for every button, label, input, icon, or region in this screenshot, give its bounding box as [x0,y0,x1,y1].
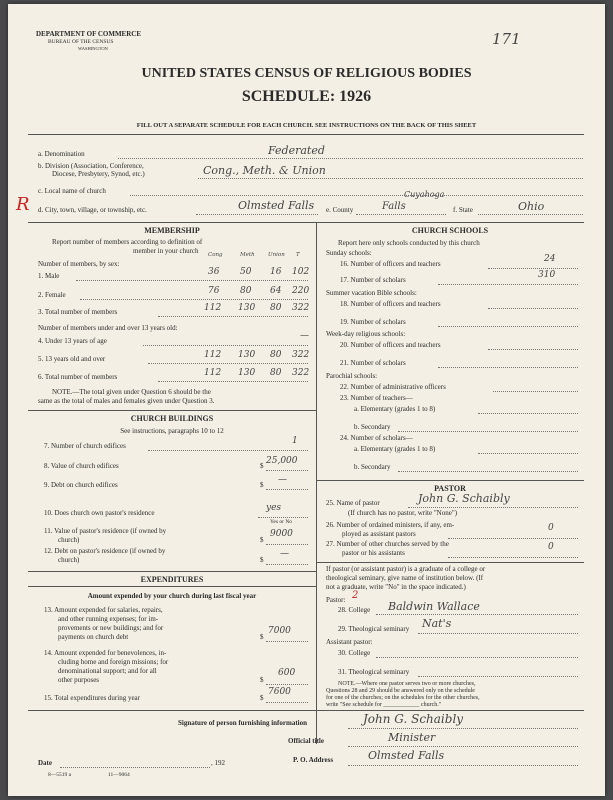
signature-label: Signature of person furnishing information [178,719,307,727]
state-value: Ohio [518,200,545,213]
city-label: d. City, town, village, or township, etc. [38,206,147,214]
dollar-sign: $ [260,694,264,702]
pastor-note-1: NOTE.—Where one pastor serves two or more churches, [338,681,476,687]
over13-union: 80 [270,350,282,360]
assistant-college-label: 30. College [338,649,371,657]
running-expense-label-2: and other running expenses; for im- [58,615,159,623]
official-title-value: Minister [388,731,436,744]
edifice-debt-label: 9. Debt on church edifices [44,481,118,489]
row-line [448,557,578,558]
membership-note-1: NOTE.—The total given under Question 6 should be the [52,388,211,396]
running-expense-value: 7000 [268,626,291,636]
summer-scholars-label: 19. Number of scholars [340,318,406,326]
benevolence-label-1: 14. Amount expended for benevolences, in- [44,649,167,657]
assistant-seminary-label: 31. Theological seminary [338,668,410,676]
state-line [478,214,583,215]
row-line [266,702,308,703]
over13-cong: 112 [204,350,222,360]
male-meth: 50 [240,267,252,277]
pastor-note-3: for one of the churches; on the schedules for the other churches, [326,695,480,701]
row-line [348,728,578,729]
county-label: e. County [326,206,354,214]
pastor-note-4: write "See schedule for ____________ church." [326,702,442,708]
residence-value: 9000 [270,529,293,539]
row-line [266,684,308,685]
date-label: Date [38,759,52,767]
row-line [60,767,210,768]
seminary-label: 29. Theological seminary [338,625,410,633]
membership-note-2: same as the total of males and females given under Question 3. [38,397,215,405]
divider [28,134,584,135]
row-line [376,614,578,615]
weekday-schools-label: Week-day religious schools: [326,330,406,338]
divider [28,410,316,411]
seminary-value: Nat's [422,617,452,630]
owns-residence-label: 10. Does church own pastor's residence [44,509,155,517]
denomination-value: Federated [268,144,325,157]
total-meth: 130 [238,303,256,313]
denomination-line [118,158,583,159]
county-value-2: Falls [382,201,406,212]
buildings-sub: See instructions, paragraphs 10 to 12 [120,427,224,435]
membership-intro-1: Report number of members according to definition of [52,238,203,246]
residence-value-label-2: church) [58,536,80,544]
graduate-note-1: If pastor (or assistant pastor) is a graduate of a college or [326,565,486,573]
city-value: Olmsted Falls [238,199,315,212]
divider [316,480,584,481]
pastor-name-label: 25. Name of pastor [326,499,380,507]
dept-label: DEPARTMENT OF COMMERCE [36,30,142,38]
teachers-secondary-label: b. Secondary [354,423,391,431]
schools-title: CHURCH SCHOOLS [411,226,489,235]
age-total-meth: 130 [238,368,256,378]
parochial-scholars-label: 24. Number of scholars— [340,434,413,442]
dollar-sign: $ [260,481,264,489]
row-line [266,489,308,490]
col-head-cong: Cong [208,252,223,258]
form-number-2: 11—9064 [108,772,130,778]
membership-intro-2: member in your church [133,247,199,255]
state-label: f. State [453,206,473,214]
dollar-sign: $ [260,556,264,564]
row-line [438,326,578,327]
scholars-elementary-label: a. Elementary (grades 1 to 8) [354,445,436,453]
denomination-label: a. Denomination [38,150,85,158]
running-expense-label-4: payments on church debt [58,633,129,641]
scholars-secondary-label: b. Secondary [354,463,391,471]
schools-sub: Report here only schools conducted by this church [338,239,480,247]
division-value: Cong., Meth. & Union [203,164,326,177]
owns-residence-value: yes [266,503,282,513]
male-union: 16 [270,267,282,277]
running-expense-label-1: 13. Amount expended for salaries, repairs, [44,606,163,614]
sunday-teachers-label: 16. Number of officers and teachers [340,260,441,268]
row-line [408,507,578,508]
age-total-total: 322 [292,368,310,378]
divider [28,571,316,572]
row-line [488,268,578,269]
college-label: 28. College [338,606,371,614]
row-line [493,391,578,392]
row-line [266,544,308,545]
total-cong: 112 [204,303,222,313]
row-line [398,471,578,472]
assistant-ministers-value: 0 [548,523,554,533]
pastor-red-mark: 2 [352,590,359,601]
row-line [266,641,308,642]
form-title: UNITED STATES CENSUS OF RELIGIOUS BODIES [141,66,472,81]
edifice-value: 25,000 [266,456,298,466]
pastor-note-2: Questions 28 and 29 should be answered only on the schedule [326,688,475,694]
division-label-1: b. Division (Association, Conference, [38,162,144,170]
total-members-label: 3. Total number of members [38,308,118,316]
female-total: 220 [292,286,310,296]
sunday-scholars-label: 17. Number of scholars [340,276,406,284]
row-line [448,538,578,539]
benevolence-label-2: cluding home and foreign missions; for [58,658,169,666]
col-head-union: Union [268,252,285,258]
row-line [418,676,578,677]
over13-total: 322 [292,350,310,360]
total-union: 80 [270,303,282,313]
row-line [148,363,308,364]
row-line [348,746,578,747]
over-13-label: 5. 13 years old and over [38,355,106,363]
section-divider [28,222,584,223]
over13-meth: 130 [238,350,256,360]
column-divider [316,222,317,744]
female-label: 2. Female [38,291,66,299]
census-schedule-page [8,4,605,796]
county-line [356,214,446,215]
row-line [478,413,578,414]
footer-divider [28,710,584,711]
edifice-value-label: 8. Value of church edifices [44,462,119,470]
running-expense-label-3: provements or new buildings; and for [58,624,164,632]
expenditures-sub: Amount expended by your church during last fiscal year [87,592,257,600]
assistant-pastor-label: Assistant pastor: [326,638,373,646]
row-line [398,431,578,432]
other-churches-value: 0 [548,542,554,552]
county-value-1: Cuyahoga [404,190,445,199]
yes-or-no-hint: Yes or No [270,519,293,525]
local-name-line [130,195,583,196]
sunday-scholars-value: 310 [538,270,556,280]
assistant-ministers-label-2: ployed as assistant pastors [342,530,416,538]
dollar-sign: $ [260,676,264,684]
college-value: Baldwin Wallace [388,600,480,613]
place-label: WASHINGTON [78,46,108,51]
pastor-sub-label: Pastor: [326,596,346,604]
sunday-schools-label: Sunday schools: [326,249,372,257]
other-churches-label-1: 27. Number of other churches served by the [326,540,449,548]
teachers-elementary-label: a. Elementary (grades 1 to 8) [354,405,436,413]
row-line [488,308,578,309]
benevolence-label-4: other purposes [58,676,100,684]
divider [28,586,316,587]
row-line [148,450,308,451]
edifices-label: 7. Number of church edifices [44,442,126,450]
division-label-2: Diocese, Presbytery, Synod, etc.) [52,170,145,178]
form-instruction: FILL OUT A SEPARATE SCHEDULE FOR EACH CHURCH. SEE INSTRUCTIONS ON THE BACK OF THIS SHEET [136,122,477,129]
row-line [258,517,308,518]
residence-debt-label-2: church) [58,556,80,564]
row-line [438,367,578,368]
pastor-name-hint: (If church has no pastor, write "None") [348,509,458,517]
edifices-value: 1 [292,436,298,446]
under-13-value: — [300,331,309,341]
buildings-title: CHURCH BUILDINGS [130,414,214,423]
parochial-schools-label: Parochial schools: [326,372,378,380]
row-line [266,470,308,471]
divider [316,562,584,563]
row-line [348,765,578,766]
total-expenditure-value: 7600 [268,687,291,697]
row-line [158,316,308,317]
residence-debt-label-1: 12. Debt on pastor's residence (if owned by [44,547,166,555]
row-line [488,349,578,350]
female-meth: 80 [240,286,252,296]
row-line [418,633,578,634]
members-by-sex-label: Number of members, by sex: [38,260,120,268]
total-expenditure-label: 15. Total expenditures during year [44,694,140,702]
benevolence-label-3: denominational support; and for all [58,667,157,675]
weekday-scholars-label: 21. Number of scholars [340,359,406,367]
age-total-union: 80 [270,368,282,378]
age-total-cong: 112 [204,368,222,378]
assistant-ministers-label-1: 26. Number of ordained ministers, if any, em- [326,521,455,529]
row-line [376,657,578,658]
male-label: 1. Male [38,272,60,280]
edifice-debt-value: — [278,475,287,485]
female-cong: 76 [208,286,220,296]
sunday-teachers-value: 24 [544,254,556,264]
page-number: 171 [492,30,521,48]
summer-teachers-label: 18. Number of officers and teachers [340,300,441,308]
dollar-sign: $ [260,462,264,470]
row-line [80,299,308,300]
female-union: 64 [270,286,282,296]
col-head-meth: Meth [240,252,255,258]
address-label: P. O. Address [293,756,334,764]
official-title-label: Official title [288,737,324,745]
graduate-note-3: not a graduate, write "No" in the space indicated.) [326,583,466,591]
male-cong: 36 [208,267,220,277]
dollar-sign: $ [260,536,264,544]
parochial-teachers-label: 23. Number of teachers— [340,394,413,402]
residence-value-label-1: 11. Value of pastor's residence (if owned by [44,527,167,535]
membership-title: MEMBERSHIP [144,226,200,235]
total-total: 322 [292,303,310,313]
pastor-name-value: John G. Schaibly [418,492,510,505]
row-line [158,381,308,382]
margin-r-mark: R [16,194,30,215]
summer-schools-label: Summer vacation Bible schools: [326,289,417,297]
row-line [76,280,308,281]
row-line [478,453,578,454]
row-line [266,564,308,565]
col-head-total: T [296,252,300,258]
bureau-label: BUREAU OF THE CENSUS [48,39,114,45]
other-churches-label-2: pastor or his assistants [342,549,405,557]
division-line [198,178,583,179]
expenditures-title: EXPENDITURES [140,575,204,584]
male-total: 102 [292,267,310,277]
local-name-label: c. Local name of church [38,187,106,195]
signature-value: John G. Schaibly [363,712,464,726]
benevolence-value: 600 [278,668,296,678]
address-value: Olmsted Falls [368,749,445,762]
year-label: , 192 [211,759,225,767]
age-question-label: Number of members under and over 13 years old: [38,324,178,332]
graduate-note-2: theological seminary, give name of institution below. (If [326,574,484,582]
parochial-officers-label: 22. Number of administrative officers [340,383,446,391]
form-number-1: 8—5519 a [48,772,72,778]
row-line [143,345,308,346]
row-line [438,284,578,285]
city-line [196,214,318,215]
dollar-sign: $ [260,633,264,641]
pastor-title: PASTOR [434,484,466,493]
schedule-title: SCHEDULE: 1926 [241,88,372,105]
total-by-age-label: 6. Total number of members [38,373,118,381]
under-13-label: 4. Under 13 years of age [38,337,107,345]
residence-debt-value: — [280,549,289,559]
weekday-teachers-label: 20. Number of officers and teachers [340,341,441,349]
